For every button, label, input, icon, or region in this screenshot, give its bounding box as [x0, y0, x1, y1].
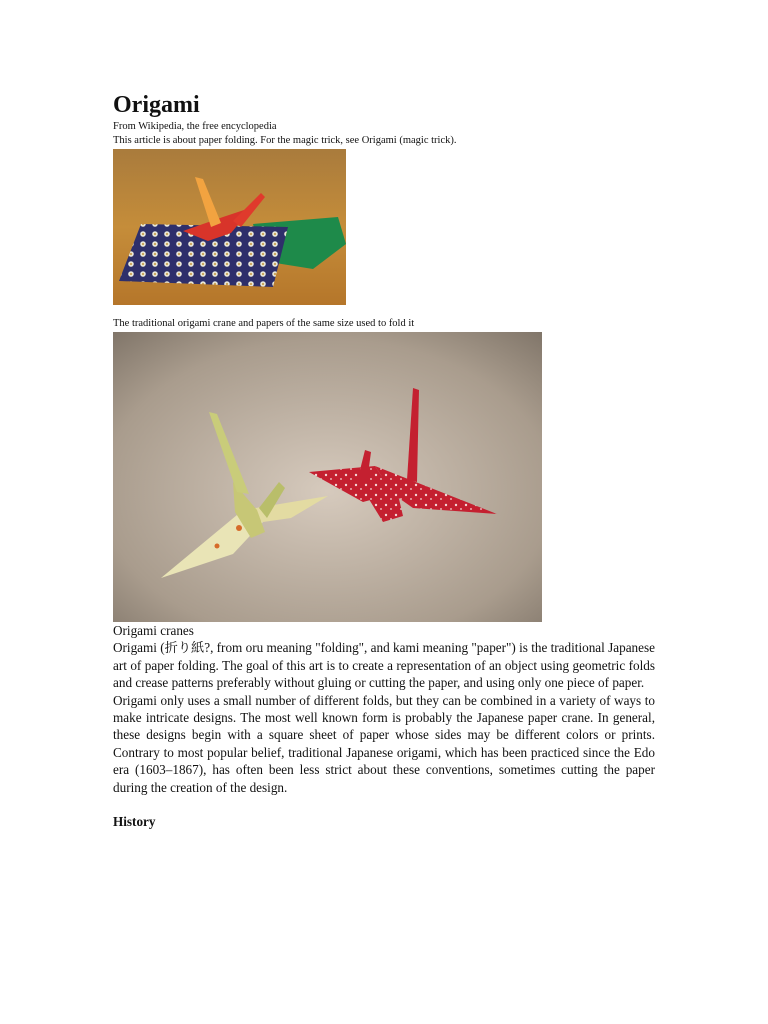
figure2-caption: Origami cranes	[113, 623, 194, 638]
origami-crane-photo	[113, 149, 346, 305]
origami-cranes-photo	[113, 332, 542, 622]
page-title: Origami	[113, 92, 200, 118]
hatnote: This article is about paper folding. For the magic trick, see Origami (magic trick).	[113, 135, 457, 146]
source-line: From Wikipedia, the free encyclopedia	[113, 121, 277, 132]
figure1-caption: The traditional origami crane and papers of the same size used to fold it	[113, 318, 415, 329]
intro-paragraph: Origami (折り紙?, from oru meaning "folding", and kami meaning "paper") is the traditional Japanese art of paper folding. The goal of this art is to create a representation of an object using geometric folds and crease patterns preferably without gluing or cutting the paper, and using only one piece of paper.	[113, 640, 655, 691]
article	[113, 90, 655, 830]
folds-paragraph: Origami only uses a small number of different folds, but they can be combined in a variety of ways to make intricate designs. The most well known form is probably the Japanese paper crane. In general, these designs begin with a square sheet of paper whose sides may be different colors or prints. Contrary to most popular belief, traditional Japanese origami, which has been practiced since the Edo era (1603–1867), has often been less strict about these conventions, sometimes cutting the paper during the creation of the design.	[113, 692, 655, 795]
history-heading: History	[113, 814, 156, 830]
